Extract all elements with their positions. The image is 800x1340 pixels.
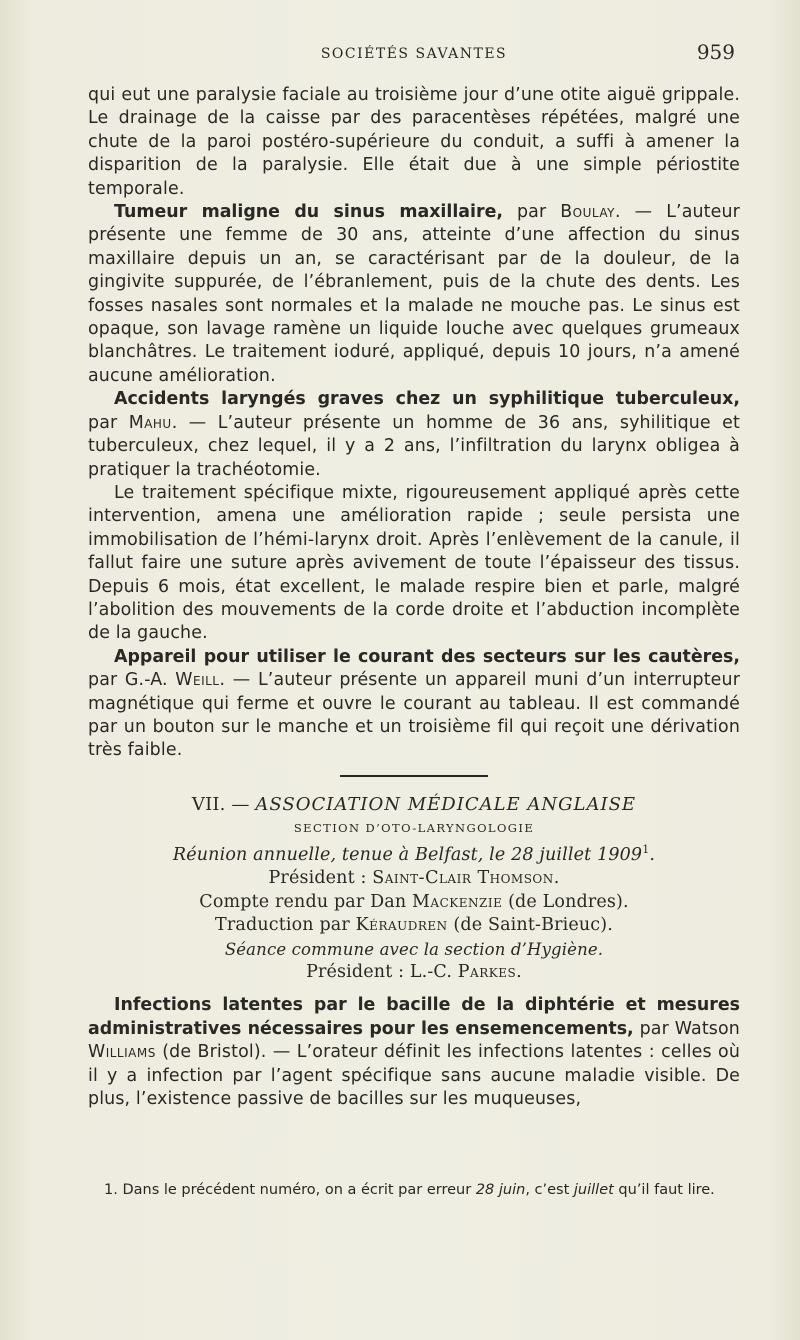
author-boulay: Boulay — [560, 202, 615, 223]
article-body — [88, 84, 740, 1111]
meeting-info: Réunion annuelle, tenue à Belfast, le 28 juillet 1909$^1$. — [172, 843, 656, 866]
heading-tumeur-maxillaire: Tumeur maligne du sinus maxillaire, — [114, 202, 503, 223]
meeting-text: Réunion annuelle, tenue à Belfast, le 28 juillet 1909 — [172, 845, 643, 866]
heading-appareil-cautères: Appareil pour utiliser le courant des secteurs sur les cautères, — [114, 646, 740, 667]
footnote-correct: juillet — [573, 1182, 614, 1198]
paragraph-text: . — L’auteur présente un homme de 36 ans, syhilitique et tuberculeux, chez lequel, il y a 2 ans, l’infiltration du larynx obligea à pratiquer la trachéotomie. — [88, 412, 740, 480]
footnote-text: , c’est — [525, 1182, 574, 1198]
paragraph-text: . — L’auteur présente un appareil muni d’un interrupteur magnétique qui ferme et ouvre le courant au tableau. Il est commandé par un bouton sur le manche et un troisième fil qui reçoit une dérivation très faible. — [88, 670, 741, 761]
paragraph-text: . — L’auteur présente une femme de 30 ans, atteinte d’une affection du sinus maxillaire depuis un an, se caractérisant par de la douleur, de la gingivite suppurée, de l’ébranlement, puis de la chute des dents. Les fosses nasales sont normales et la malade ne mouche pas. Le sinus est opaque, son lavage ramène un liquide louche avec quelques grumeaux blanchâtres. Le traitement ioduré, appliqué, depuis 10 jours, n’a amené aucune amélioration. — [88, 202, 740, 386]
punct: . — [516, 962, 522, 983]
president-label: Président : — [268, 868, 373, 889]
page-header — [88, 40, 740, 66]
by-text: par — [502, 202, 561, 223]
report-place: (de Londres). — [502, 891, 629, 912]
section-title-text: ASSOCIATION MÉDICALE ANGLAISE — [255, 793, 637, 815]
section-title — [88, 793, 740, 816]
translation-place: (de Saint-Brieuc). — [447, 915, 613, 936]
by-text: par Watson — [633, 1018, 740, 1039]
paragraph-otite: qui eut une paralysie faciale au troisième jour d’une otite aiguë grippale. Le drainage de la caisse par des paracentèses répétées, malgré une chute de la paroi postéro-supérieure du conduit, a suffi à amener la disparition de la paralysie. Elle était due à une simple périostite temporale. — [88, 85, 740, 199]
president2-line — [88, 961, 740, 984]
footnote-text: qu’il faut lire. — [613, 1182, 715, 1198]
page-number: 959 — [696, 40, 735, 64]
author-weill: Weill — [175, 670, 220, 691]
footnote-text: Dans le précédent numéro, on a écrit par erreur — [122, 1182, 476, 1198]
joint-session: Séance commune avec la section d’Hygiène. — [224, 939, 604, 959]
footnote-error: 28 juin — [475, 1182, 526, 1198]
paragraph-tumeur-maxillaire — [88, 201, 740, 388]
section-divider — [340, 775, 488, 777]
report-name: Mackenzie — [412, 891, 503, 912]
translation-name: Kéraudren — [355, 915, 448, 936]
paragraph-infections-latentes — [88, 994, 740, 1111]
author-williams: Williams — [88, 1042, 156, 1063]
president-name: Saint-Clair Thomson — [372, 868, 554, 889]
punct: . — [553, 868, 560, 889]
paragraph-accidents-laryngés — [88, 388, 740, 482]
footnote-number: 1. — [104, 1182, 123, 1198]
paragraph-text: (de Bristol). — L’orateur définit les infections latentes : celles où il y a infection par l’agent spécifique sans aucune maladie visible. De plus, l’existence passive de bacilles sur les muqueuses, — [88, 1042, 740, 1110]
translation-label: Traduction par — [215, 915, 356, 936]
heading-infections-latentes: Infections latentes par le bacille de la diphtérie et mesures administratives nécessaires pour les ensemencements, — [88, 995, 740, 1039]
paragraph-traitement: Le traitement spécifique mixte, rigoureusement appliqué après cette intervention, amena une amélioration rapide ; seule persista une immobilisation de l’hémi-larynx droit. Après l’enlèvement de la canule, il fallut faire une suture après avivement de toute l’épaisseur des tissus. Depuis 6 mois, état excellent, le malade respire bien et parle, malgré l’abolition des mouvements de la corde droite et l’abduction incomplète de la gauche. — [88, 482, 740, 644]
paragraph-appareil-cautères — [88, 646, 740, 763]
president-line — [88, 867, 740, 890]
heading-accidents-laryngés: Accidents laryngés graves chez un syphilitique tuberculeux, — [114, 389, 740, 410]
section-number: VII. — — [191, 793, 256, 815]
report-line — [88, 891, 740, 914]
running-title: SOCIÉTÉS SAVANTES — [320, 46, 508, 62]
president2-label: Président : L.-C. — [306, 962, 458, 983]
author-mahu: Mahu — [128, 412, 172, 433]
by-text: par — [88, 412, 129, 433]
president2-name: Parkes — [457, 962, 517, 983]
footnote — [88, 1180, 740, 1201]
by-text: par G.-A. — [88, 670, 176, 691]
report-label: Compte rendu par Dan — [199, 891, 413, 912]
translation-line — [88, 914, 740, 937]
footnote-reference: 1 — [642, 843, 650, 857]
section-subtitle: SECTION D’OTO-LARYNGOLOGIE — [293, 821, 535, 836]
